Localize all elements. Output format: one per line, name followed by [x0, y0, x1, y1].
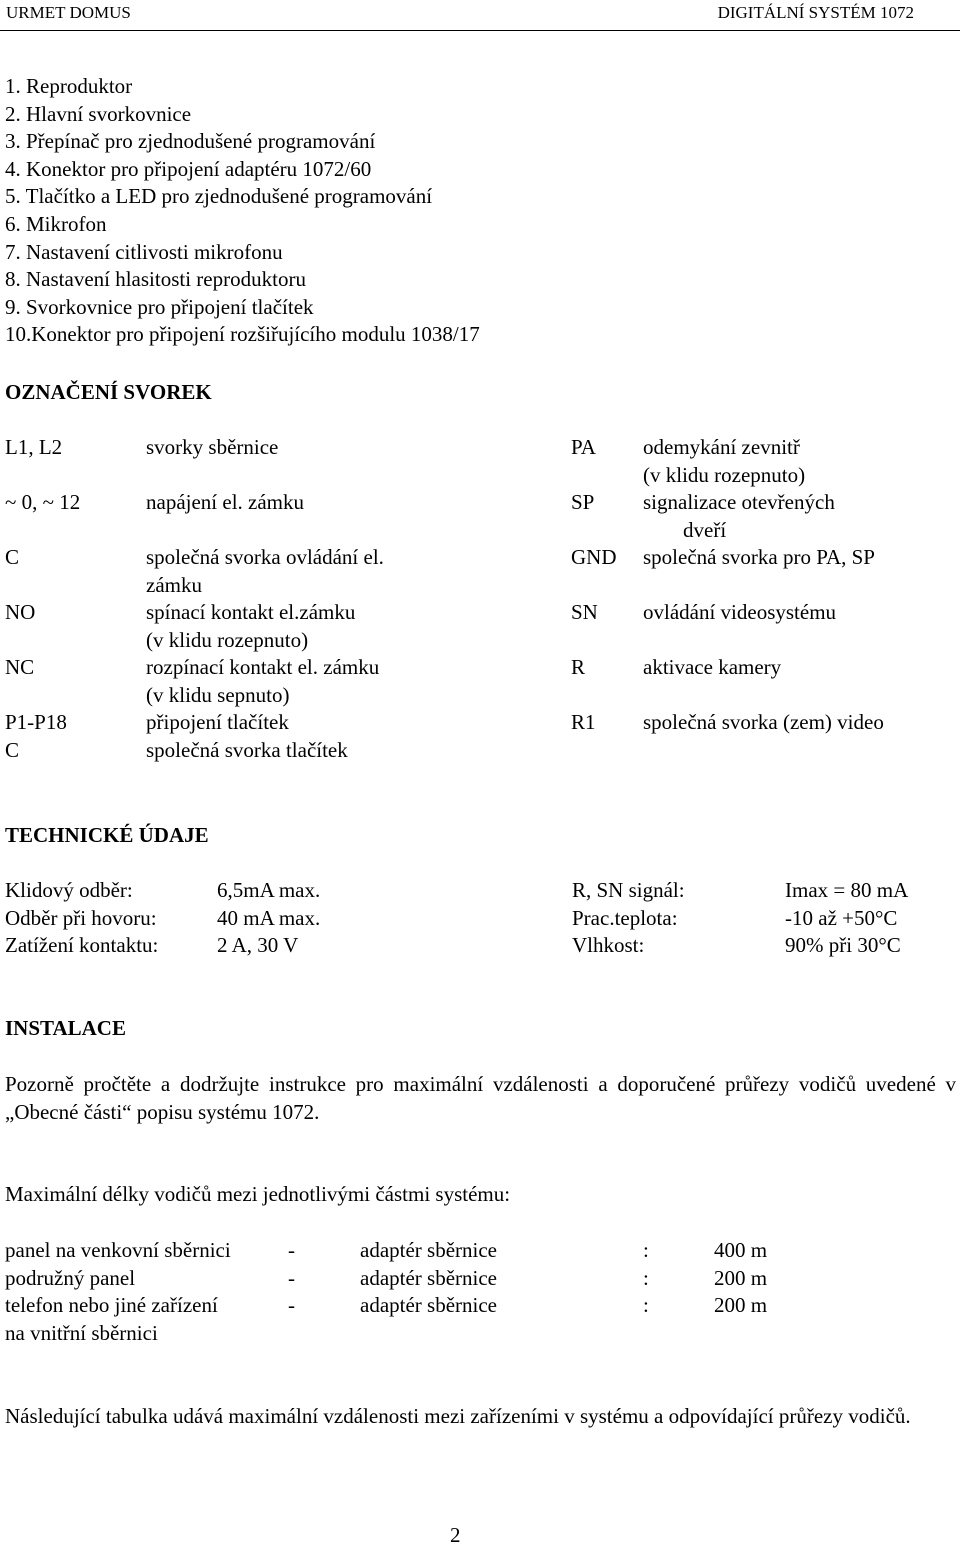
tech-label: Odběr při hovoru: [5, 905, 157, 930]
terminal-code: PA [571, 435, 596, 459]
terminal-desc: společná svorka (zem) video [643, 710, 884, 734]
terminal-desc: spínací kontakt el.zámku [146, 600, 356, 624]
length-colon: : [643, 1238, 649, 1262]
terminal-desc: společná svorka ovládání el. [146, 545, 384, 569]
tech-value: 40 mA max. [217, 905, 321, 930]
terminal-desc-cont: zámku [146, 572, 202, 597]
parts-list [5, 73, 480, 349]
terminal-code: R1 [571, 710, 596, 734]
tech-label: R, SN signál: [572, 878, 685, 902]
list-item: 5. Tlačítko a LED pro zjednodušené programování [5, 184, 433, 209]
terminal-code: GND [571, 545, 617, 569]
terminal-code: C [5, 545, 20, 569]
length-from: telefon nebo jiné zařízení [5, 1293, 218, 1318]
list-item: 3. Přepínač pro zjednodušené programování [5, 129, 376, 154]
length-from-cont: na vnitřní sběrnici [5, 1320, 158, 1345]
install-final-paragraph: Následující tabulka udává maximální vzdálenosti mezi zařízeními v systému a odpovídající průřezy vodičů. [5, 1404, 911, 1428]
list-item: 4. Konektor pro připojení adaptéru 1072/60 [5, 156, 372, 181]
list-item: 7. Nastavení citlivosti mikrofonu [5, 239, 283, 264]
terminal-desc-cont: (v klidu sepnuto) [146, 682, 290, 707]
terminal-desc: připojení tlačítek [146, 710, 289, 734]
table-row [5, 1320, 905, 1348]
terminal-desc-cont: (v klidu rozepnuto) [146, 627, 309, 652]
install-paragraph: Pozorně pročtěte a dodržujte instrukce pro maximální vzdálenosti a doporučené průřezy vodičů uvedené v „Obecné části“ popisu systému 1072. [5, 1072, 956, 1124]
length-dash: - [288, 1293, 295, 1318]
terminal-desc: ovládání videosystému [643, 600, 837, 624]
terminal-code: NC [5, 655, 35, 679]
terminal-code: NO [5, 600, 36, 624]
tech-value: -10 až +50°C [785, 905, 898, 930]
terminal-desc: napájení el. zámku [146, 490, 305, 514]
terminal-desc: společná svorka tlačítek [146, 737, 348, 762]
terminal-desc: aktivace kamery [643, 655, 782, 679]
terminal-desc: rozpínací kontakt el. zámku [146, 655, 380, 679]
header-left: URMET DOMUS [6, 3, 131, 22]
terminal-code: ~ 0, ~ 12 [5, 490, 81, 514]
tech-label: Vlhkost: [572, 933, 645, 958]
terminal-code: P1-P18 [5, 710, 67, 734]
install-heading: INSTALACE [5, 1016, 126, 1040]
length-dash: - [288, 1238, 295, 1262]
page-number: 2 [450, 1523, 461, 1547]
table-row [5, 1292, 905, 1320]
terminal-code: SP [571, 490, 595, 514]
terminal-desc: signalizace otevřených [643, 490, 835, 514]
table-row [5, 1237, 905, 1265]
page-header [0, 0, 960, 31]
install-lengths-intro: Maximální délky vodičů mezi jednotlivými částmi systému: [5, 1182, 511, 1206]
tech-value: 90% při 30°C [785, 933, 901, 958]
terminal-desc-cont: dveří [683, 517, 727, 542]
terminal-code: R [571, 655, 586, 679]
list-item: 1. Reproduktor [5, 74, 133, 98]
terminal-desc: společná svorka pro PA, SP [643, 545, 875, 569]
terminal-code: C [5, 737, 20, 762]
header-right: DIGITÁLNÍ SYSTÉM 1072 [717, 3, 914, 22]
list-item: 8. Nastavení hlasitosti reproduktoru [5, 267, 306, 292]
length-to: adaptér sběrnice [360, 1238, 498, 1262]
terminals-heading: OZNAČENÍ SVOREK [5, 380, 212, 404]
lengths-table [5, 1237, 905, 1347]
list-item: 6. Mikrofon [5, 211, 107, 236]
length-colon: : [643, 1265, 649, 1290]
tech-heading: TECHNICKÉ ÚDAJE [5, 823, 209, 847]
list-item: 2. Hlavní svorkovnice [5, 101, 192, 126]
length-colon: : [643, 1293, 649, 1318]
length-to: adaptér sběrnice [360, 1293, 498, 1318]
terminal-desc-cont: (v klidu rozepnuto) [643, 462, 806, 487]
table-row [5, 1265, 905, 1293]
length-dash: - [288, 1265, 295, 1290]
length-value: 200 m [714, 1265, 768, 1290]
tech-value: 6,5mA max. [217, 878, 321, 902]
terminal-desc: odemykání zevnitř [643, 435, 800, 459]
length-value: 200 m [714, 1293, 768, 1318]
tech-value: Imax = 80 mA [785, 878, 909, 902]
length-to: adaptér sběrnice [360, 1265, 498, 1290]
terminal-desc: svorky sběrnice [146, 435, 279, 459]
length-from: podružný panel [5, 1265, 136, 1290]
length-from: panel na venkovní sběrnici [5, 1238, 231, 1262]
length-value: 400 m [714, 1238, 768, 1262]
tech-label: Klidový odběr: [5, 878, 133, 902]
tech-value: 2 A, 30 V [217, 933, 299, 958]
tech-label: Zatížení kontaktu: [5, 933, 159, 958]
tech-label: Prac.teplota: [572, 905, 678, 930]
terminal-code: SN [571, 600, 598, 624]
terminal-code: L1, L2 [5, 435, 63, 459]
list-item: 9. Svorkovnice pro připojení tlačítek [5, 294, 314, 319]
list-item: 10.Konektor pro připojení rozšiřujícího modulu 1038/17 [5, 322, 480, 347]
